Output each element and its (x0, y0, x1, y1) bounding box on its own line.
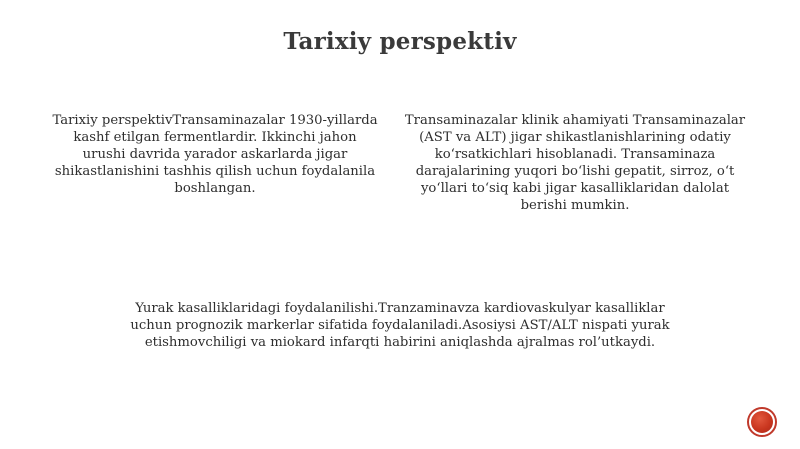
slide-title: Tarixiy perspektiv (283, 28, 517, 55)
history-text: Tarixiy perspektivTransaminazalar 1930-yillarda kashf etilgan fermentlardir. Ikkinchi jahon urushi davrida yarador askarlarda jigar shikastlanishini tashhis qilish uchun foydalanila boshlangan. (52, 113, 378, 196)
cardiac-usage-text: Yurak kasalliklaridagi foydalanilishi.Tranzaminavza kardiovaskulyar kasalliklar uchun prognozik markerlar sifatida foydalaniladi.Asosiysi AST/ALT nispati yurak etishmovchiligi va miokard infarqti habirini aniqlashda ajralmas rol’utkaydi. (130, 301, 670, 350)
circle-nav-icon (751, 411, 773, 433)
clinical-significance-text: Transaminazalar klinik ahamiyati Transaminazalar (AST va ALT) jigar shikastlanishlarining odatiy ko‘rsatkichlari hisoblanadi. Transaminaza darajalarining yuqori bo‘lishi gepatit, sirroz, o‘t yo‘llari to‘siq kabi jigar kasalliklaridan dalolat berishi mumkin. (404, 113, 746, 213)
next-slide-button[interactable] (747, 407, 777, 437)
